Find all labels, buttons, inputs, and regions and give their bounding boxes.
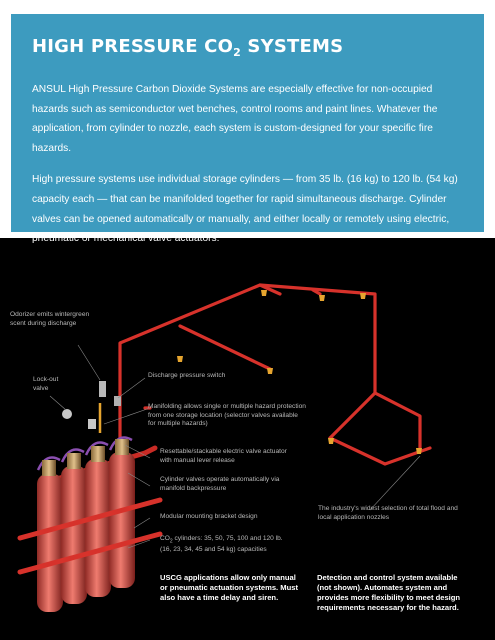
- note-uscg: USCG applications allow only manual or pneumatic actuation systems. Must also have a time delay and siren.: [160, 573, 298, 602]
- cylinders-subscript: 2: [169, 538, 173, 545]
- header-band: [0, 0, 495, 245]
- title-subscript: 2: [233, 46, 241, 59]
- callout-discharge-switch: Discharge pressure switch: [148, 372, 226, 379]
- title-end: SYSTEMS: [240, 36, 344, 57]
- page-title: [32, 36, 464, 64]
- cylinders-text: cylinders: 35, 50, 75, 100 and 120 lb. (16, 23, 34, 45 and 54 kg) capacities: [160, 535, 283, 553]
- callout-lockout-valve: Lock-out valve: [33, 376, 59, 392]
- callout-nozzles: The industry's widest selection of total flood and local application nozzles: [318, 505, 458, 521]
- callout-manifolding: Manifolding allows single or multiple hazard protection from one storage location (selector valves available for multiple hazards): [148, 403, 306, 428]
- title-main: HIGH PRESSURE CO: [32, 36, 234, 57]
- system-illustration: [0, 238, 495, 640]
- co2-cylinders: [37, 439, 135, 612]
- callout-cylinder-capacities: [160, 535, 295, 555]
- component-icons: [62, 381, 121, 433]
- note-detection: Detection and control system available (not shown). Automates system and provides more flexibility to meet design requirements necessary for the hazard.: [317, 573, 461, 612]
- intro-paragraph-2: High pressure systems use individual storage cylinders — from 35 lb. (16 kg) to 120 lb. (54 kg) capacity each — that can be manifolded together for rapid simultaneous discharge. Cylinder valves can be opened automatically or manually, and either locally or remotely using electric, pneumatic or mechanical valve actuators.: [32, 174, 458, 245]
- intro-panel: [11, 14, 484, 245]
- intro-paragraph-1: ANSUL High Pressure Carbon Dioxide Systems are especially effective for non-occupied hazards such as semiconductor wet benches, control rooms and paint lines. Whatever the application, from cylinder to nozzle, each system is custom-designed for your specific fire hazards.: [32, 84, 438, 154]
- callout-cylinder-valves: Cylinder valves operate automatically via manifold backpressure: [160, 476, 280, 492]
- callout-odorizer: Odorizer emits wintergreen scent during discharge: [10, 311, 90, 327]
- cylinders-co: CO: [160, 535, 170, 542]
- callout-valve-actuator: Resettable/stackable electric valve actuator with manual lever release: [160, 448, 287, 464]
- callout-mounting-bracket: Modular mounting bracket design: [160, 513, 258, 520]
